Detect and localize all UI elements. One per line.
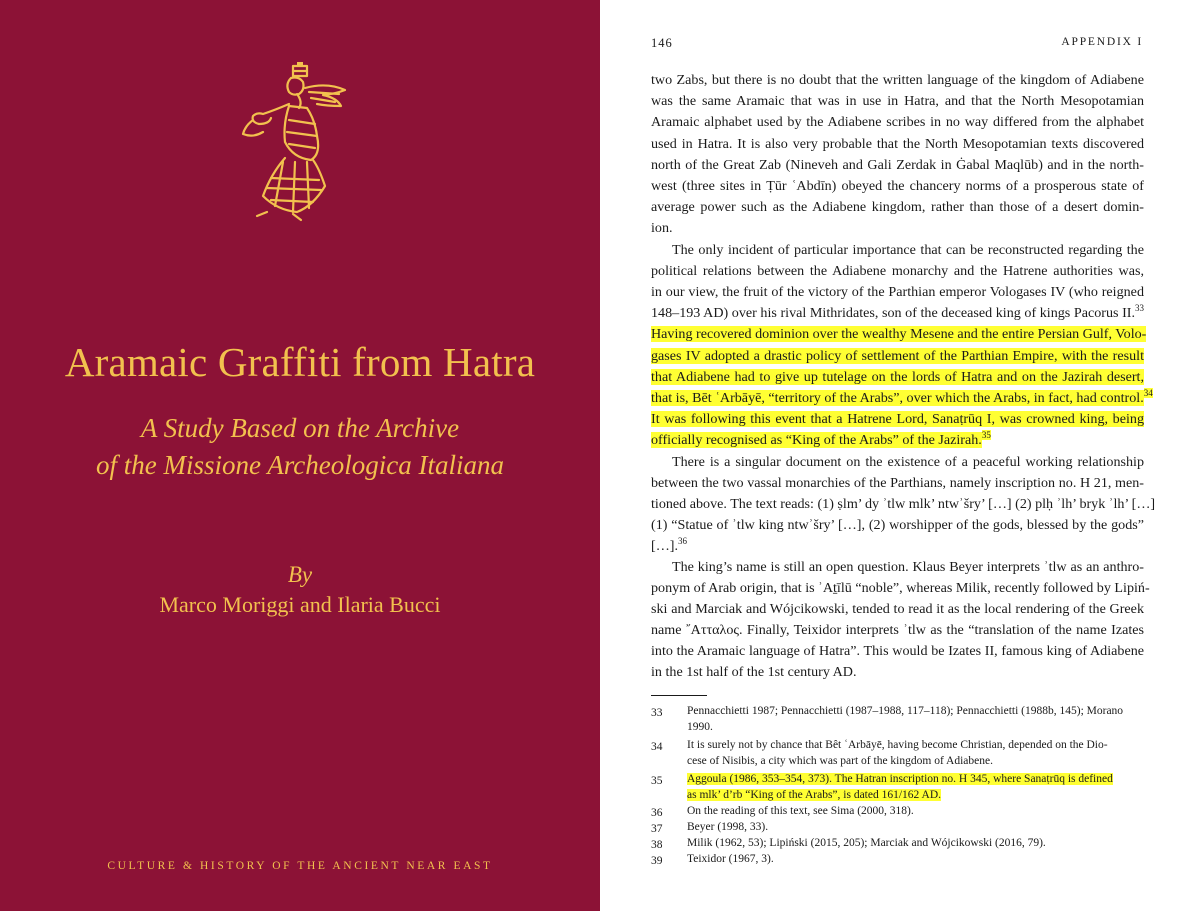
- body-line: The king’s name is still an open question. Klaus Beyer interprets ʾtlw as an anthro-: [672, 559, 1144, 575]
- body-line: name ῎Ατταλος. Finally, Teixidor interprets ʾtlw as the “translation of the name Izates: [651, 622, 1144, 638]
- body-line: in the 1st half of the 1st century AD.: [651, 664, 857, 680]
- body-line: ski and Marciak and Wójcikowski, tended to read it as the local rendering of the Greek: [651, 601, 1144, 617]
- body-line: tioned above. The text reads: (1) ṣlm’ dy ʾtlw mlk’ ntwʾšry’ […] (2) plḥ ʾlh’ bryk ʾlh’ […]: [651, 496, 1156, 512]
- footnote-number: 39: [651, 855, 663, 867]
- body-line: between the two vassal monarchies of the Parthians, namely inscription no. H 21, men-: [651, 474, 1144, 491]
- body-line: political relations between the Adiabene monarchy and the Hatrene authorities was,: [651, 262, 1144, 279]
- highlighted-text: It was following this event that a Hatrene Lord, Sanaṭrūq I, was crowned king, being: [651, 411, 1144, 428]
- body-line: west (three sites in Ṭūr ʿAbdīn) obeyed the chancery norms of a prosperous state of: [651, 178, 1144, 194]
- body-line-text: […].: [651, 538, 679, 555]
- footnote-number: 34: [651, 741, 663, 753]
- body-line: used in Hatra. It is also very probable that the North Mesopotamian texts discovered: [651, 135, 1144, 152]
- series-name: CULTURE & HISTORY OF THE ANCIENT NEAR EAST: [107, 860, 493, 872]
- book-authors: Marco Moriggi and Ilaria Bucci: [159, 592, 441, 617]
- body-line: was the same Aramaic that was in use in Hatra, and that the North Mesopotamian: [651, 93, 1144, 110]
- body-line-text: ponym of Arab origin, that is ʾAṯīlū “noble”, whereas Milik, recently followed by Lipiń-: [651, 580, 1150, 596]
- footnote-text: Beyer (1998, 33).: [687, 821, 769, 833]
- page-number: 146: [651, 36, 673, 50]
- body-line: average power such as the Adiabene kingdom, rather than those of a desert domin-: [651, 199, 1144, 216]
- body-line: ion.: [651, 220, 673, 237]
- footnote-text: 1990.: [687, 721, 713, 733]
- note-ref: 34: [1143, 388, 1153, 398]
- footnote-text: It is surely not by chance that Bêt ʿArbāyē, having become Christian, depended on the Dio-: [687, 739, 1108, 751]
- by-label: By: [287, 562, 313, 587]
- text-page: [603, 0, 1200, 911]
- note-ref: 33: [1135, 303, 1144, 314]
- footnote-text: Milik (1962, 53); Lipiński (2015, 205); Marciak and Wójcikowski (2016, 79).: [687, 837, 1046, 849]
- book-subtitle-line-1: A Study Based on the Archive: [140, 413, 460, 443]
- body-line-highlighted: [651, 409, 1144, 429]
- footnote-text-highlighted: [687, 788, 1146, 804]
- footnote-text-highlighted: [687, 772, 1146, 788]
- body-line: Aramaic alphabet used by the Adiabene scribes in no way differed from the alphabet: [651, 114, 1144, 131]
- body-line: north of the Great Zab (Nineveh and Gali Zerdak in Ġabal Maqlūb) and in the north-: [651, 156, 1144, 173]
- body-line: [651, 536, 1144, 556]
- winged-genius-icon: [227, 62, 357, 222]
- body-line: two Zabs, but there is no doubt that the written language of the kingdom of Adiabene: [651, 72, 1144, 88]
- body-line: The only incident of particular importance that can be reconstructed regarding the: [672, 241, 1144, 258]
- footnote-number: 35: [651, 775, 663, 787]
- body-line: into the Aramaic language of Hatra”. This would be Izates II, famous king of Adiabene: [651, 643, 1144, 659]
- footnote-number: 37: [651, 823, 663, 835]
- highlighted-text: officially recognised as “King of the Arabs” of the Jazirah.: [651, 432, 982, 449]
- body-line-highlighted: [651, 346, 1144, 366]
- footnote-text: cese of Nisibis, a city which was part of the kingdom of Adiabene.: [687, 755, 993, 767]
- body-line-text: 148–193 AD) over his rival Mithridates, son of the deceased king of kings Pacorus II.: [651, 305, 1135, 322]
- footnote-number: 38: [651, 839, 663, 851]
- footnote-number: 33: [651, 707, 663, 719]
- note-ref: 35: [981, 430, 991, 441]
- body-line-highlighted: [651, 430, 1144, 450]
- running-head: APPENDIX I: [1061, 36, 1143, 48]
- body-line: [651, 578, 1150, 598]
- highlighted-text: that Adiabene had to give up tutelage on the lords of Hatra and on the Jazirah desert,: [651, 368, 1144, 385]
- note-ref: 36: [678, 536, 688, 547]
- footnote-text: Pennacchietti 1987; Pennacchietti (1987–1988, 117–118); Pennacchietti (1988b, 145); Morano: [687, 705, 1124, 717]
- body-line: in our view, the fruit of the victory of the Parthian emperor Vologases IV (who reigned: [651, 284, 1144, 300]
- footnote-text: On the reading of this text, see Sima (2000, 318).: [687, 805, 914, 817]
- highlighted-text: as mlk’ d’rb “King of the Arabs”, is dated 161/162 AD.: [687, 789, 942, 801]
- body-line-highlighted: [651, 388, 1153, 408]
- highlighted-text: Having recovered dominion over the wealthy Mesene and the entire Persian Gulf, Volo-: [651, 326, 1147, 343]
- body-line: There is a singular document on the existence of a peaceful working relationship: [672, 453, 1144, 470]
- body-line: [651, 303, 1144, 323]
- book-subtitle-line-2: of the Missione Archeologica Italiana: [96, 450, 504, 480]
- footnote-number: 36: [651, 807, 663, 819]
- highlighted-text: gases IV adopted a drastic policy of settlement of the Parthian Empire, with the result: [651, 347, 1144, 364]
- footnote-rule: [651, 695, 707, 696]
- body-line: (1) “Statue of ʾtlw king ntwʾšry’ […], (2) worshipper of the gods, blessed by the gods”: [651, 517, 1144, 534]
- body-line-highlighted: [651, 324, 1147, 344]
- highlighted-text: Aggoula (1986, 353–354, 373). The Hatran inscription no. H 345, where Sanaṭrūq is defined: [687, 773, 1113, 785]
- body-line-highlighted: [651, 367, 1144, 387]
- book-title: Aramaic Graffiti from Hatra: [64, 339, 536, 385]
- footnote-text: Teixidor (1967, 3).: [687, 853, 774, 865]
- highlighted-text: that is, Bēt ʿArbāyē, “territory of the Arabs”, over which the Arabs, in fact, had control.: [651, 390, 1144, 406]
